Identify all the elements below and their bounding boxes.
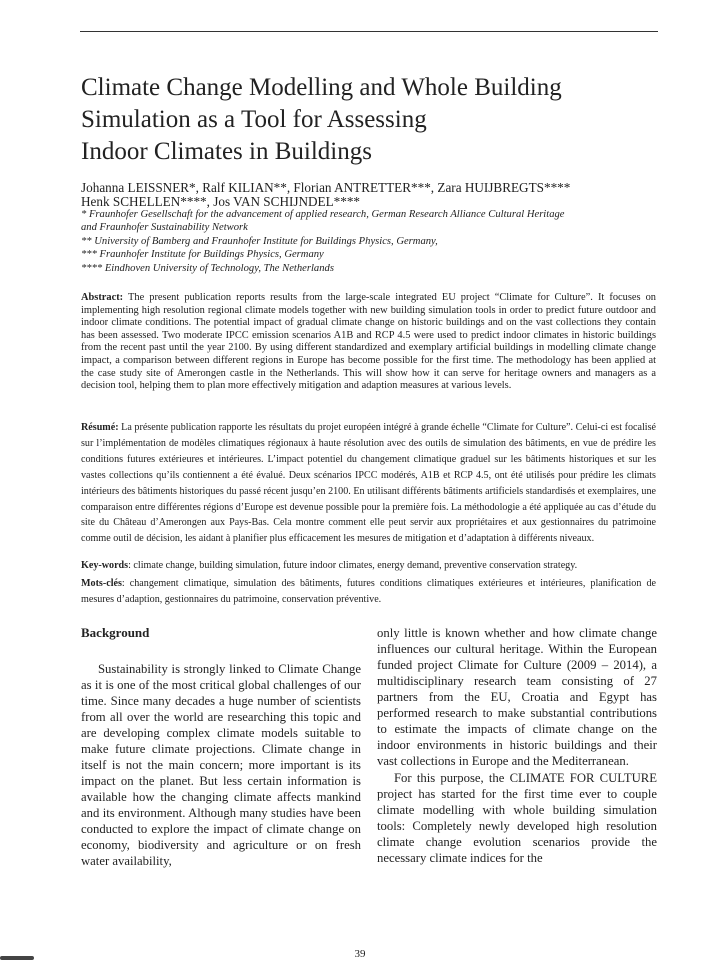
- mots-cles: [81, 576, 656, 608]
- body-paragraph: For this purpose, the CLIMATE FOR CULTURE project has started for the first time ever to couple climate modelling with whole building simulation tools: Completely newly developed high resolution climate change evolution scenarios provide the necessary climate indices for the: [377, 771, 657, 865]
- right-column: [377, 625, 657, 866]
- paper-title: [81, 72, 661, 168]
- affiliation-line: **** Eindhoven University of Technology, The Netherlands: [81, 262, 334, 274]
- mots-cles-label: Mots-clés: [81, 578, 122, 589]
- keywords-text: : climate change, building simulation, future indoor climates, energy demand, preventive conservation strategy.: [128, 560, 578, 571]
- title-line: Simulation as a Tool for Assessing: [81, 106, 427, 133]
- author-list: [81, 181, 671, 209]
- abstract: [81, 292, 656, 393]
- mots-cles-text: : changement climatique, simulation des bâtiments, futures conditions climatiques extérieures et intérieures, planification de mesures d’adaption, gestionnaires du patrimoine, conservation préventive.: [81, 578, 656, 605]
- left-column: [81, 625, 361, 869]
- page-number: 39: [354, 948, 366, 960]
- author-line: Johanna LEISSNER*, Ralf KILIAN**, Florian ANTRETTER***, Zara HUIJBREGTS****: [81, 180, 571, 195]
- affiliation-line: * Fraunhofer Gesellschaft for the advancement of applied research, German Research Alliance Cultural Heritage: [81, 209, 565, 220]
- body-paragraph: only little is known whether and how climate change influences our cultural heritage. Within the European funded project Climate for Culture (2009 – 2014), a multidisciplinary research team consisting of 27 partners from the EU, Croatia and Egypt has performed research to make substantial contributions to estimate the impacts of climate change on the indoor environments in historic buildings and their vast collections in Europe and the Mediterranean.: [377, 626, 657, 768]
- top-rule: [80, 31, 658, 32]
- keywords-label: Key-words: [81, 560, 129, 571]
- abstract-text: The present publication reports results from the large-scale integrated EU project “Climate for Culture”. It focuses on implementing high resolution regional climate models together with new building simulation tools in order to predict future outdoor and indoor climate conditions. The potential impact of gradual climate change on historic buildings and on the vast collections they contain has been assessed. Two moderate IPCC emission scenarios A1B and RCP 4.5 were used to predict indoor climates in historic buildings from the recent past until the year 2100. By using different standardized and exemplary artificial buildings in modelling climate change impact, a comparison between different regions in Europe has become possible for the first time. The methodology has been applied at the case study site of Amerongen castle in the Netherlands. This will show how it can serve for heritage owners and managers as a decision tool, helping them to plan more effectively mitigation and adaption measures at various levels.: [81, 292, 656, 392]
- resume: [81, 420, 656, 547]
- keywords: [81, 559, 656, 573]
- title-line: Climate Change Modelling and Whole Building: [81, 74, 562, 101]
- resume-label: Résumé:: [81, 422, 119, 433]
- section-heading: Background: [81, 625, 150, 640]
- affiliation-list: [81, 208, 671, 275]
- affiliation-line: *** Fraunhofer Institute for Buildings Physics, Germany: [81, 249, 324, 261]
- title-line: Indoor Climates in Buildings: [81, 138, 372, 165]
- affiliation-line: and Fraunhofer Sustainability Network: [81, 222, 248, 234]
- abstract-label: Abstract:: [81, 292, 124, 303]
- resume-text: La présente publication rapporte les résultats du projet européen intégré à grande échelle “Climate for Culture”. Celui-ci est focalisé sur l’implémentation de modèles climatiques régionaux à haute résolution avec des outils de simulation des bâtiments, en vue de prédire les conditions futures extérieures et intérieures. L’impact potentiel du changement climatique graduel sur les bâtiments historiques et sur les vastes collections qu’ils contiennent a été évalué. Deux scénarios IPCC modérés, A1B et RCP 4.5, ont été utilisés pour prédire les climats intérieurs des bâtiments historiques du passé récent jusqu’en 2100. En utilisant différents bâtiments artificiels standardisés et exemplaires, une comparaison entre différentes régions d’Europe est devenue possible pour la première fois. La méthodologie a été appliquée au cas d’étude du site du Château d’Amerongen aux Pays-Bas. Cela montre comment elle peut servir aux propriétaires et aux gestionnaires du patrimoine comme outil de décision, les aidant à planifier plus efficacement les mesures de mitigation et d’adaptation à différents niveaux.: [81, 422, 656, 545]
- body-paragraph: Sustainability is strongly linked to Climate Change as it is one of the most critical global challenges of our time. Since many decades a huge number of scientists from all over the world are researching this topic and are developing complex climate models suitable to make future climate projections. Climate change in itself is not the main concern; more important is its impact on the planet. But less certain information is available how the changing climate affects mankind and its environment. Although many studies have been conducted to explore the impact of climate change on economy, biodiversity and agriculture or on fresh water availability,: [81, 662, 361, 868]
- bottom-edge-mark: [0, 956, 34, 960]
- affiliation-line: ** University of Bamberg and Fraunhofer Institute for Buildings Physics, Germany,: [81, 235, 438, 247]
- author-line: Henk SCHELLEN****, Jos VAN SCHIJNDEL****: [81, 194, 361, 209]
